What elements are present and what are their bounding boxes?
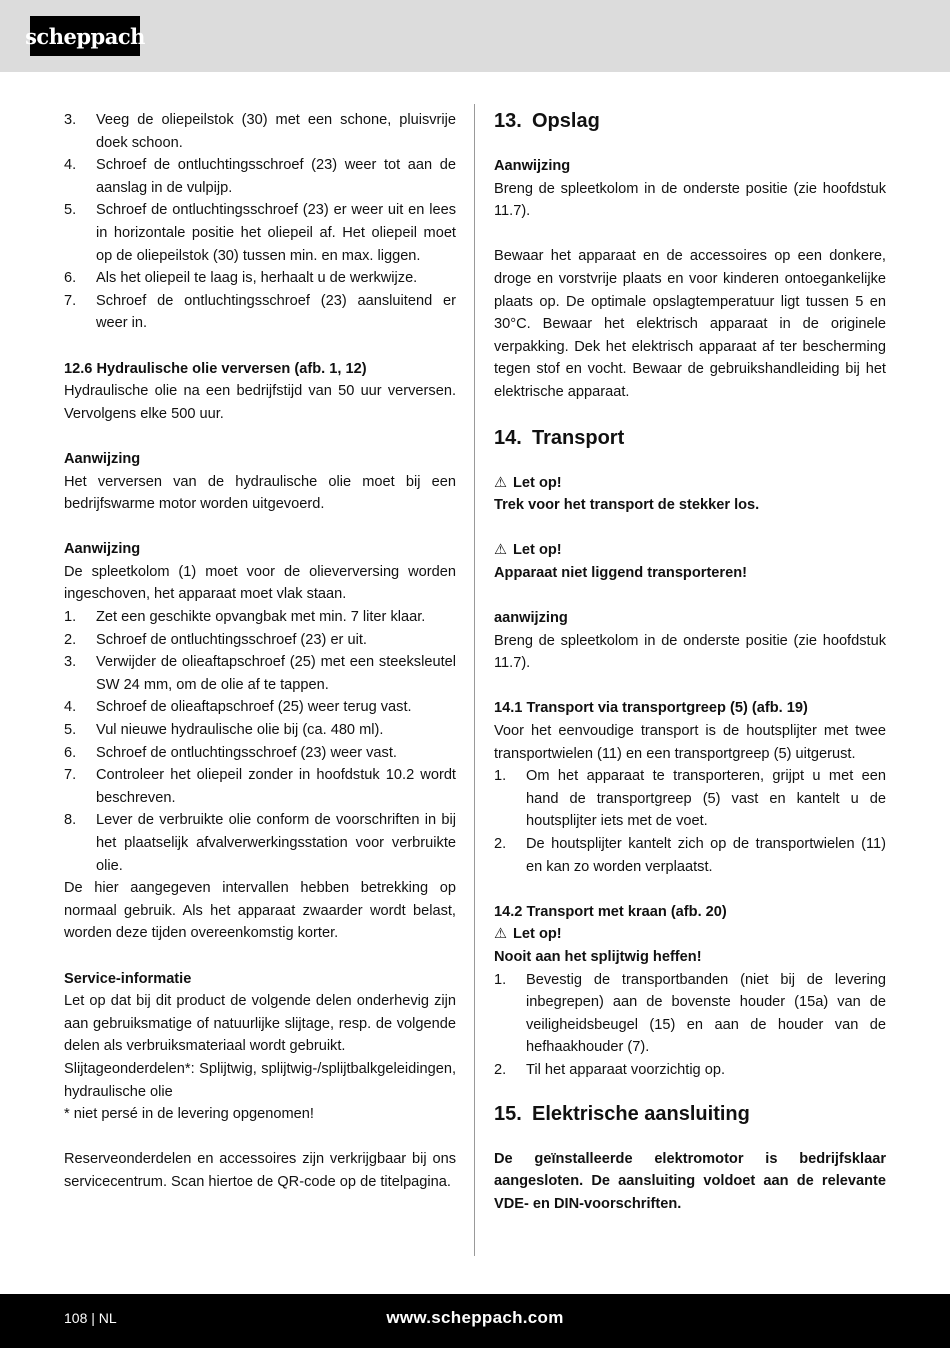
note-title: aanwijzing — [494, 610, 568, 627]
oil-check-steps — [64, 109, 456, 335]
section-14-2-title: 14.2 Transport met kraan (afb. 20) — [494, 903, 727, 920]
list-item: 4. Schroef de olieaftapschroef (25) weer terug vast. — [64, 699, 412, 716]
list-item: 5. Vul nieuwe hydraulische olie bij (ca. 480 ml). — [64, 722, 384, 739]
list-item: 1. Bevestig de transportbanden (niet bij de levering inbegrepen) aan de bovenste houder (15a) van de veiligheidsbeugel (15) en aan de houder van de hefhaakhouder (7). — [494, 971, 886, 1056]
note-title: Aanwijzing — [494, 158, 571, 174]
section-14-1-text: Voor het eenvoudige transport is de houtsplijter met twee transportwielen (11) en een transportgreep (5) uitgerust. — [494, 723, 886, 762]
warning-triangle-icon: ⚠ — [494, 926, 508, 943]
column-divider — [474, 104, 475, 1256]
page-number: 108 | NL — [64, 1310, 117, 1326]
note-title: Aanwijzing — [64, 541, 141, 558]
header-band — [0, 0, 950, 72]
list-item: 6. Schroef de ontluchtingsschroef (23) weer vast. — [64, 744, 397, 761]
list-item: 8. Lever de verbruikte olie conform de voorschriften in bij het plaatselijk afvalverwerkingsstation voor verbruikte olie. — [64, 812, 456, 874]
service-info-title: Service-informatie — [64, 970, 192, 987]
warning-label: ⚠ Let op! — [494, 472, 886, 495]
scheppach-logo: scheppach — [30, 16, 140, 56]
list-item: 2. Til het apparaat voorzichtig op. — [494, 1061, 726, 1078]
intervals-text: De hier aangegeven intervallen hebben betrekking op normaal gebruik. Als het apparaat zwaarder wordt belast, worden deze tijden overeenkomstig korter. — [64, 880, 456, 942]
note-title: Aanwijzing — [64, 450, 141, 467]
list-item: 3. Veeg de oliepeilstok (30) met een schone, pluisvrije doek schoon. — [64, 112, 456, 151]
list-item: 3. Verwijder de olieaftapschroef (25) met een steeksleutel SW 24 mm, om de olie af te tappen. — [64, 654, 456, 693]
warning-text: Apparaat niet liggend transporteren! — [494, 564, 747, 581]
warning-triangle-icon: ⚠ — [494, 474, 508, 491]
service-info-text: Let op dat bij dit product de volgende delen onderhevig zijn aan gebruiksmatige of natuurlijke slijtage, resp. de volgende delen als verbruiksmateriaal wordt gebruikt. — [64, 993, 456, 1055]
note-text: Breng de spleetkolom in de onderste positie (zie hoofdstuk 11.7). — [494, 632, 886, 672]
section-14-heading: 14. Transport — [494, 426, 625, 449]
warning-text: Nooit aan het splijtwig heffen! — [494, 949, 702, 965]
warning-text: Trek voor het transport de stekker los. — [494, 497, 760, 514]
footnote: * niet persé in de levering opgenomen! — [64, 1106, 314, 1123]
storage-text: Bewaar het apparaat en de accessoires op een donkere, droge en vorstvrije plaats en voor kinderen ontoegankelijke plaats op. De optimale opslagtemperatuur ligt tussen 5 en 30°C. Bewaar het elektrisch apparaat in de originele verpakking. Dek het elektrisch apparaat af ter bescherming tegen stof en vocht. Bewaar de gebruikshandleiding bij het elektrische apparaat. — [494, 248, 886, 400]
note-text: Het verversen van de hydraulische olie moet bij een bedrijfswarme motor worden uitgevoerd. — [64, 473, 456, 513]
warning-label: ⚠ Let op! — [494, 539, 886, 562]
list-item: 4. Schroef de ontluchtingsschroef (23) weer tot aan de aanslag in de vulpijp. — [64, 157, 456, 196]
list-item: 5. Schroef de ontluchtingsschroef (23) er weer uit en lees in horizontale positie het oliepeil af. Het oliepeil moet op de oliepeilstok (30) tussen min. en max. liggen. — [64, 202, 456, 264]
footer — [0, 1294, 950, 1348]
left-column — [64, 109, 456, 1194]
list-item: 7. Schroef de ontluchtingsschroef (23) aansluitend er weer in. — [64, 292, 456, 332]
list-item: 2. De houtsplijter kantelt zich op de transportwielen (11) en kan zo worden verplaatst. — [494, 836, 886, 875]
wear-parts-text: Slijtageonderdelen*: Splijtwig, splijtwig-/splijtbalkgeleidingen, hydraulische olie — [64, 1060, 456, 1100]
list-item: 6. Als het oliepeil te laag is, herhaalt u de werkwijze. — [64, 270, 418, 287]
right-column — [494, 109, 886, 1215]
list-item: 7. Controleer het oliepeil zonder in hoofdstuk 10.2 wordt beschreven. — [64, 767, 456, 806]
transport-steps — [494, 765, 886, 878]
section-13-heading: 13. Opslag — [494, 110, 600, 132]
note-text: Breng de spleetkolom in de onderste positie (zie hoofdstuk 11.7). — [494, 180, 886, 220]
section-12-6-text: Hydraulische olie na een bedrijfstijd van 50 uur verversen. Vervolgens elke 500 uur. — [64, 383, 456, 422]
list-item: 1. Zet een geschikte opvangbak met min. 7 liter klaar. — [64, 609, 426, 626]
section-15-heading: 15. Elektrische aansluiting — [494, 1102, 750, 1125]
spare-parts-text: Reserveonderdelen en accessoires zijn verkrijgbaar bij ons servicecentrum. Scan hiertoe de QR-code op de titelpagina. — [64, 1151, 456, 1190]
oil-change-steps — [64, 606, 456, 877]
electrical-text: De geïnstalleerde elektromotor is bedrijfsklaar aangesloten. De aansluiting voldoet aan de relevante VDE- en DIN-voorschriften. — [494, 1150, 886, 1212]
warning-triangle-icon: ⚠ — [494, 542, 508, 559]
section-12-6-title: 12.6 Hydraulische olie verversen (afb. 1, 12) — [64, 360, 367, 377]
website-link[interactable]: www.scheppach.com — [386, 1308, 564, 1327]
crane-steps — [494, 969, 886, 1082]
list-item: 1. Om het apparaat te transporteren, grijpt u met een hand de transportgreep (5) vast en kantelt u de houtsplijter iets met de voet. — [494, 768, 886, 830]
warning-label: ⚠ Let op! — [494, 923, 886, 946]
note-text: De spleetkolom (1) moet voor de olieverversing worden ingeschoven, het apparaat moet vlak staan. — [64, 563, 456, 603]
list-item: 2. Schroef de ontluchtingsschroef (23) er uit. — [64, 631, 367, 648]
section-14-1-title: 14.1 Transport via transportgreep (5) (afb. 19) — [494, 700, 808, 717]
